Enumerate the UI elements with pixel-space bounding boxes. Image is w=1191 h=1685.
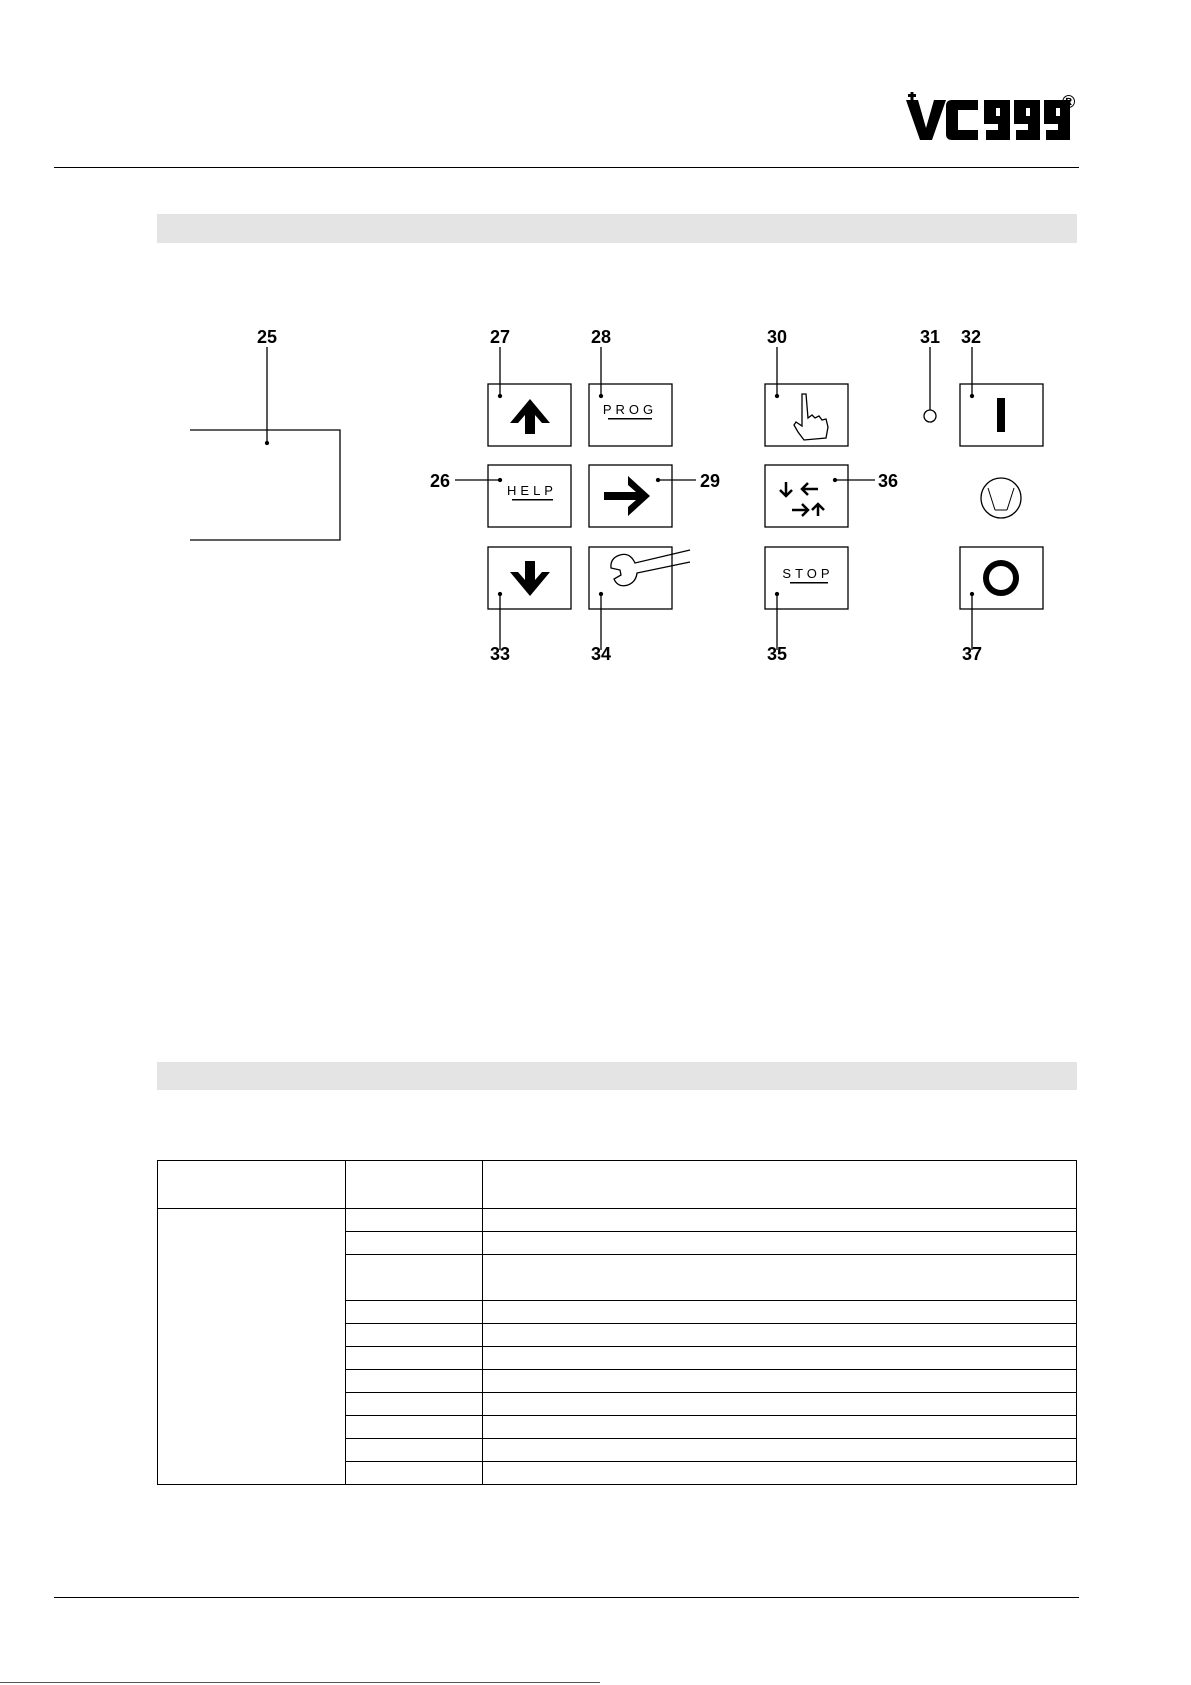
table-cell	[346, 1416, 483, 1439]
callout-31: 31	[919, 330, 941, 347]
table-cell	[483, 1301, 1077, 1324]
bottom-edge-rule	[0, 1682, 600, 1683]
table-cell	[483, 1209, 1077, 1232]
section-heading-band-1	[157, 214, 1077, 243]
table-header-cell	[158, 1161, 346, 1209]
table-cell	[483, 1232, 1077, 1255]
callout-25: 25	[256, 330, 278, 347]
table-cell	[483, 1416, 1077, 1439]
callout-37: 37	[961, 644, 983, 664]
table-cell	[483, 1324, 1077, 1347]
control-panel-diagram	[150, 330, 1090, 670]
table-cell	[346, 1347, 483, 1370]
wrench-icon	[611, 550, 690, 586]
callout-34: 34	[590, 644, 612, 664]
callout-26: 26	[429, 471, 451, 491]
registered-mark: ®	[1062, 92, 1076, 112]
callout-36: 36	[877, 471, 899, 491]
down-arrow-icon	[510, 561, 550, 596]
table-cell	[483, 1255, 1077, 1301]
table-cell	[346, 1370, 483, 1393]
table-cell	[346, 1209, 483, 1232]
header-rule	[54, 167, 1079, 168]
table-cell	[346, 1324, 483, 1347]
table-header-row	[158, 1161, 1077, 1209]
table-cell	[483, 1462, 1077, 1485]
stop-key-label: STOP	[782, 566, 834, 581]
compress-key	[765, 465, 848, 527]
indicator-lamp	[924, 410, 936, 422]
callout-30: 30	[766, 330, 788, 347]
hand-pointer-icon	[794, 394, 828, 440]
table-cell	[483, 1439, 1077, 1462]
table-row	[158, 1209, 1077, 1232]
power-on-icon	[997, 398, 1005, 432]
table-cell	[346, 1393, 483, 1416]
right-arrow-icon	[604, 476, 650, 516]
footer-rule	[54, 1597, 1079, 1598]
power-off-icon	[986, 563, 1016, 593]
table-group-cell	[158, 1209, 346, 1485]
table-cell	[483, 1370, 1077, 1393]
vacuum-gauge-icon	[981, 478, 1021, 518]
compress-icon	[780, 482, 824, 516]
specification-table	[157, 1160, 1077, 1485]
table-cell	[346, 1232, 483, 1255]
callout-32: 32	[960, 330, 982, 347]
callout-33: 33	[489, 644, 511, 664]
table-cell	[483, 1347, 1077, 1370]
table-cell	[346, 1462, 483, 1485]
table-cell	[346, 1255, 483, 1301]
callout-29: 29	[699, 471, 721, 491]
table-cell	[346, 1439, 483, 1462]
table-header-cell	[346, 1161, 483, 1209]
callout-28: 28	[590, 330, 612, 347]
vc999-logo	[906, 92, 1082, 144]
help-key-label: HELP	[507, 483, 557, 498]
table-cell	[346, 1301, 483, 1324]
prog-key-label: PROG	[602, 402, 658, 417]
callout-35: 35	[766, 644, 788, 664]
up-arrow-icon	[510, 399, 550, 434]
display-outline	[190, 430, 340, 540]
callout-27: 27	[489, 330, 511, 347]
section-heading-band-2	[157, 1062, 1077, 1090]
table-header-cell	[483, 1161, 1077, 1209]
table-cell	[483, 1393, 1077, 1416]
